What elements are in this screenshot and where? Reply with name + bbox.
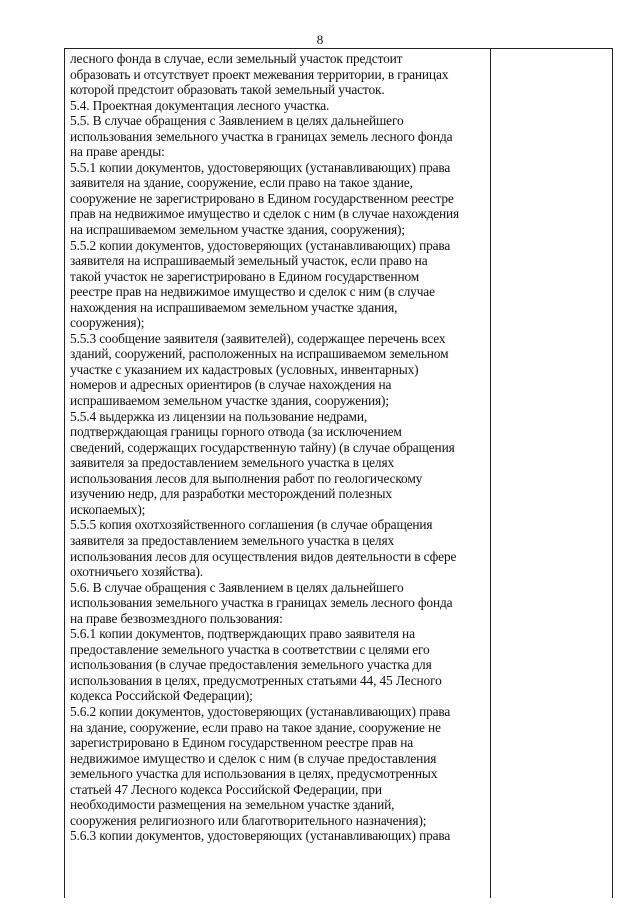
text-line: предоставление земельного участка в соответствии с целями его	[70, 641, 430, 657]
text-line: недвижимое имущество и сделок с ним (в случае предоставления	[70, 750, 437, 766]
text-line: 5.5. В случае обращения с Заявлением в целях дальнейшего	[70, 113, 404, 129]
text-line: образовать и отсутствует проект межевания территории, в границах	[70, 66, 449, 82]
text-line: испрашиваемом земельном участке здания, сооружения);	[70, 393, 389, 409]
text-line: прав на недвижимое имущество и сделок с ним (в случае нахождения	[70, 206, 460, 222]
text-line: 5.6.2 копии документов, удостоверяющих (устанавливающих) права	[70, 703, 451, 719]
text-line: использования земельного участка в границах земель лесного фонда	[70, 595, 453, 611]
text-line: изучению недр, для разработки месторождений полезных	[70, 486, 392, 502]
text-line: на праве аренды:	[70, 144, 165, 160]
text-line: сооружения);	[70, 315, 145, 331]
text-line: заявителя на испрашиваемый земельный участок, если право на	[70, 253, 428, 269]
text-line: подтверждающая границы горного отвода (за исключением	[70, 424, 402, 440]
text-line: использования (в случае предоставления земельного участка для	[70, 657, 432, 673]
text-line: использования в целях, предусмотренных статьями 44, 45 Лесного	[70, 672, 442, 688]
text-column	[70, 51, 495, 844]
text-line: ископаемых);	[70, 501, 146, 517]
text-line: статьей 47 Лесного кодекса Российской Федерации, при	[70, 781, 382, 797]
text-line: 5.5.3 сообщение заявителя (заявителей), содержащее перечень всех	[70, 330, 446, 346]
text-line: 5.4. Проектная документация лесного участка.	[70, 97, 330, 113]
text-line: кодекса Российской Федерации);	[70, 688, 253, 704]
text-line: реестре прав на недвижимое имущество и сделок с ним (в случае	[70, 284, 435, 300]
text-line: на здание, сооружение, если право на такое здание, сооружение не	[70, 719, 441, 735]
text-line: охотничьего хозяйства).	[70, 564, 203, 580]
text-line: 5.5.1 копии документов, удостоверяющих (устанавливающих) права	[70, 159, 451, 175]
text-line: на праве безвозмездного пользования:	[70, 610, 283, 626]
text-line: сооружения религиозного или благотворительного назначения);	[70, 812, 427, 828]
text-line: номеров и адресных ориентиров (в случае нахождения на	[70, 377, 392, 393]
page-number: 8	[316, 32, 324, 47]
text-line: использования лесов для осуществления видов деятельности в сфере	[70, 548, 457, 564]
text-line: такой участок не зарегистрировано в Едином государственном	[70, 268, 420, 284]
text-line: сооружение не зарегистрировано в Едином государственном реестре	[70, 190, 454, 206]
text-line: земельного участка для использования в целях, предусмотренных	[70, 766, 438, 782]
text-line: которой предстоит образовать такой земельный участок.	[70, 82, 385, 98]
text-line: сведений, содержащих государственную тайну) (в случае обращения	[70, 439, 455, 455]
text-line: 5.5.2 копии документов, удостоверяющих (устанавливающих) права	[70, 237, 451, 253]
text-line: 5.6. В случае обращения с Заявлением в целях дальнейшего	[70, 579, 404, 595]
text-line: 5.5.4 выдержка из лицензии на пользование недрами,	[70, 408, 368, 424]
text-line: на испрашиваемом земельном участке здания, сооружения);	[70, 222, 405, 238]
text-line: 5.6.1 копии документов, подтверждающих право заявителя на	[70, 626, 415, 642]
text-line: заявителя на здание, сооружение, если право на такое здание,	[70, 175, 413, 191]
text-line: зарегистрировано в Едином государственном реестре прав на	[70, 735, 414, 751]
text-line: 5.6.3 копии документов, удостоверяющих (устанавливающих) права	[70, 828, 451, 844]
text-line: заявителя за предоставлением земельного участка в целях	[70, 532, 395, 548]
text-line: 5.5.5 копия охотхозяйственного соглашения (в случае обращения	[70, 517, 433, 533]
text-line: использования земельного участка в границах земель лесного фонда	[70, 128, 453, 144]
text-line: заявителя за предоставлением земельного участка в целях	[70, 455, 395, 471]
text-line: необходимости размещения на земельном участке зданий,	[70, 797, 395, 813]
text-line: лесного фонда в случае, если земельный участок предстоит	[70, 51, 403, 66]
text-line: зданий, сооружений, расположенных на испрашиваемом земельном	[70, 346, 449, 362]
text-line: использования лесов для выполнения работ по геологическому	[70, 470, 423, 486]
text-line: участке с указанием их кадастровых (условных, инвентарных)	[70, 361, 419, 377]
text-line: нахождения на испрашиваемом земельном участке здания,	[70, 299, 398, 315]
